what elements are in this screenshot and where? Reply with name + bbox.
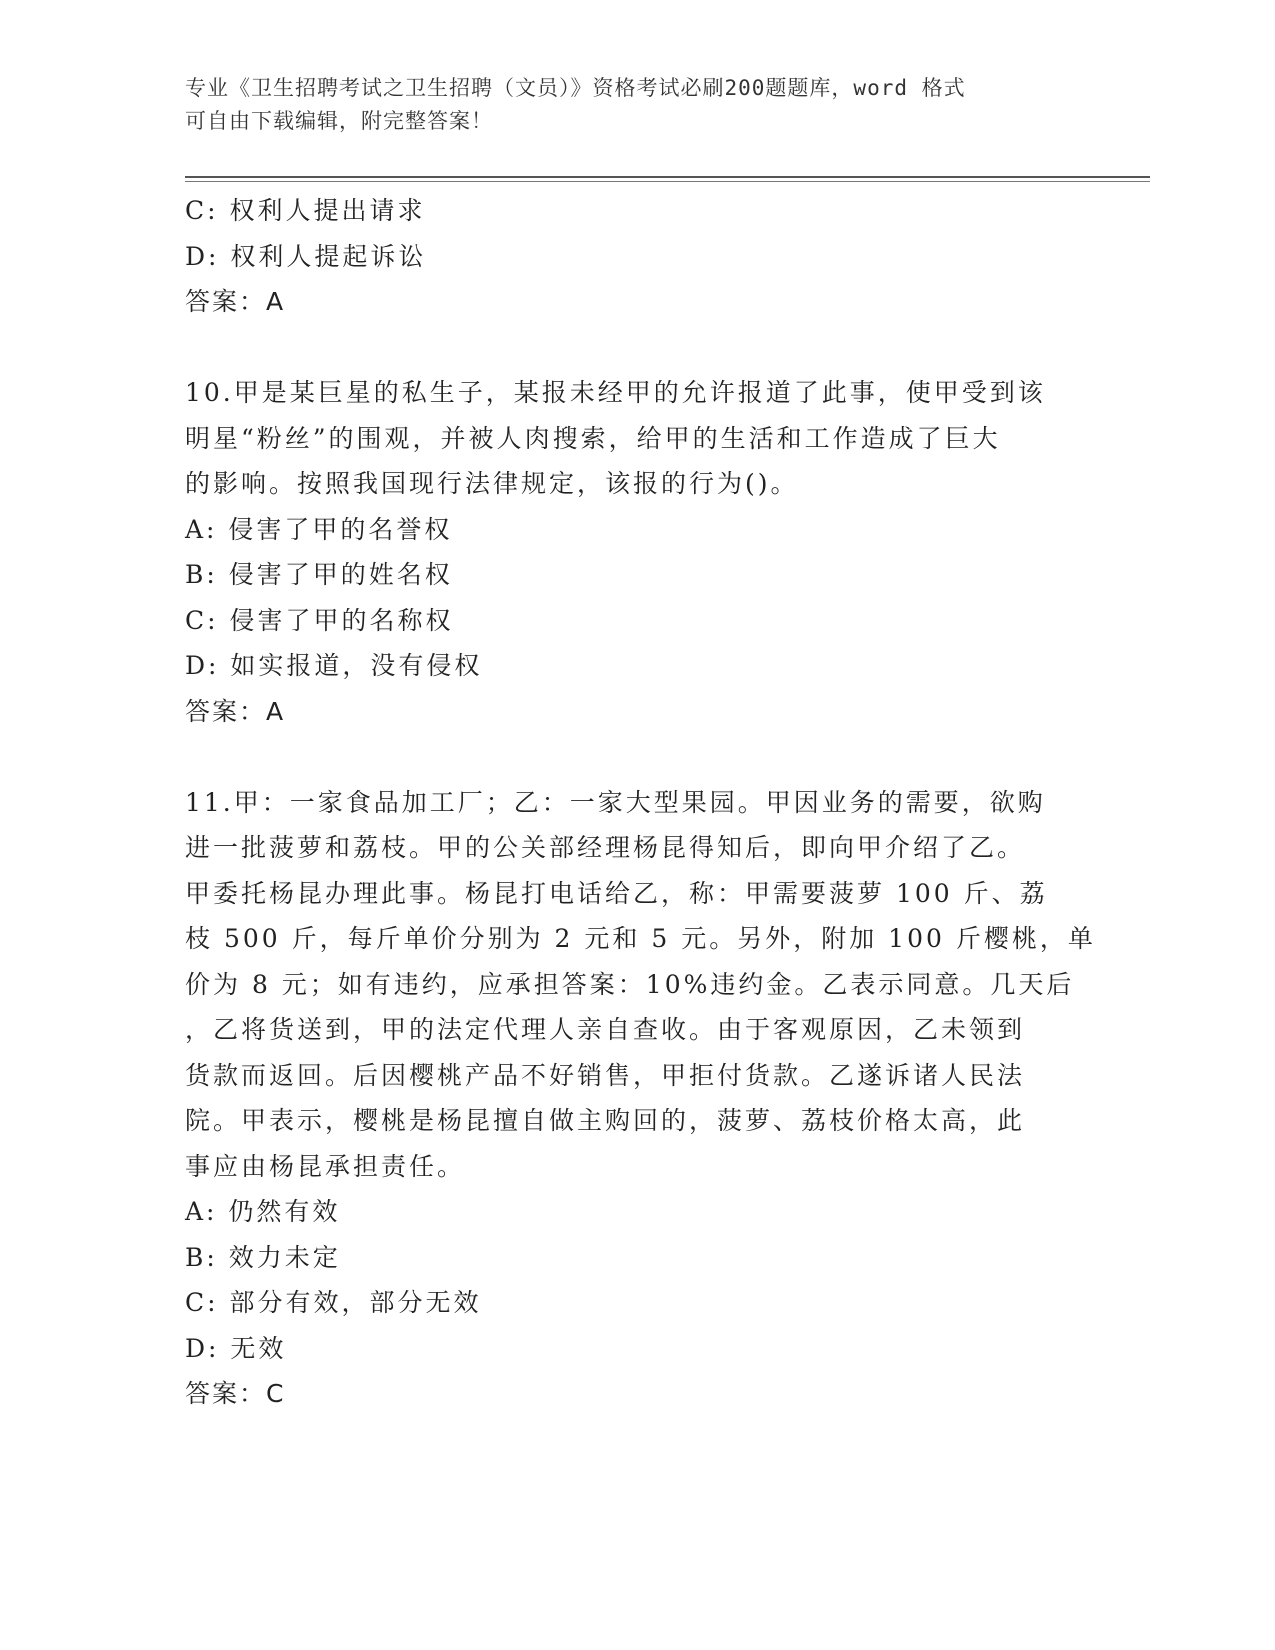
header-title-line-2: 可自由下载编辑，附完整答案！ [185,109,493,133]
document-body [185,188,1096,1417]
question-stem-line: 院。甲表示，樱桃是杨昆擅自做主购回的，菠萝、荔枝价格太高，此 [185,1106,1026,1135]
answer-line: 答案：C [185,1379,286,1408]
option-b: B: 效力未定 [185,1242,341,1272]
answer-line: 答案：A [185,696,286,726]
question-stem-line: ，乙将货送到，甲的法定代理人亲自查收。由于客观原因，乙未领到 [185,1015,1026,1044]
option-d: D: 权利人提起诉讼 [185,241,427,271]
question-stem-line: 甲委托杨昆办理此事。杨昆打电话给乙，称：甲需要菠萝 100 斤、荔 [185,878,1048,908]
question-stem-line: 进一批菠萝和荔枝。甲的公关部经理杨昆得知后，即向甲介绍了乙。 [185,833,1026,862]
question-stem-line: 货款而返回。后因樱桃产品不好销售，甲拒付货款。乙遂诉诸人民法 [185,1060,1026,1090]
header-rule-thick [185,176,1150,178]
question-stem-line: 的影响。按照我国现行法律规定，该报的行为()。 [185,469,799,498]
option-d: D: 无效 [185,1333,287,1363]
header-title-line-1: 专业《卫生招聘考试之卫生招聘（文员）》资格考试必刷200题题库，word 格式 [185,76,966,100]
question-stem-line: 10.甲是某巨星的私生子，某报未经甲的允许报道了此事，使甲受到该 [185,378,1046,407]
option-d: D: 如实报道，没有侵权 [185,651,483,680]
question-stem-line: 事应由杨昆承担责任。 [185,1151,466,1181]
document-header [185,72,1065,138]
question-stem-line: 明星“粉丝”的围观，并被人肉搜索，给甲的生活和工作造成了巨大 [185,423,1001,453]
question-11 [185,780,1096,1417]
header-rule-thin [185,181,1150,182]
question-spacer [185,325,1085,371]
question-stem-line: 11.甲：一家食品加工厂；乙：一家大型果园。甲因业务的需要，欲购 [185,787,1046,817]
option-c: C: 权利人提出请求 [185,196,426,225]
question-stem-line: 价为 8 元；如有违约，应承担答案：10%违约金。乙表示同意。几天后 [185,969,1075,999]
question-10 [185,370,1085,734]
question-spacer [185,734,1085,780]
option-b: B: 侵害了甲的姓名权 [185,560,453,589]
option-a: A: 仍然有效 [185,1197,341,1226]
option-c: C: 侵害了甲的名称权 [185,605,454,635]
option-c: C: 部分有效，部分无效 [185,1288,482,1317]
question-stem-line: 枝 500 斤，每斤单价分别为 2 元和 5 元。另外，附加 100 斤樱桃，单 [185,924,1096,953]
answer-line: 答案：A [185,287,286,316]
previous-question-tail [185,188,1085,325]
option-a: A: 侵害了甲的名誉权 [185,514,453,544]
